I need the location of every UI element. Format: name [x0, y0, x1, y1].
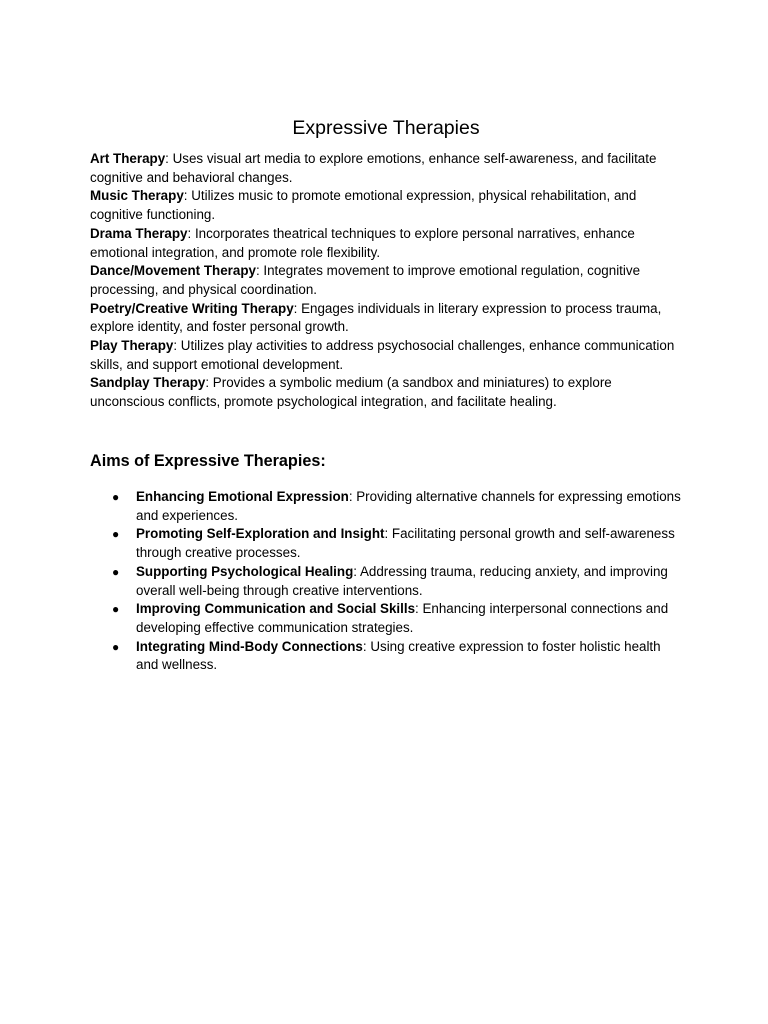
therapy-term: Play Therapy: [90, 338, 174, 354]
therapy-description: : Utilizes music to promote emotional expression, physical rehabilitation, and cognitive functioning.: [90, 188, 637, 223]
aim-term: Enhancing Emotional Expression: [136, 489, 349, 504]
therapy-item: [90, 187, 682, 224]
therapy-description: : Provides a symbolic medium (a sandbox and miniatures) to explore unconscious conflicts, promote psychological integration, and facilitate healing.: [90, 375, 612, 410]
aim-term: Promoting Self-Exploration and Insight: [136, 526, 385, 542]
therapy-item: [90, 262, 682, 299]
therapy-item: [90, 225, 682, 262]
therapy-term: Art Therapy: [90, 151, 166, 166]
therapy-term: Drama Therapy: [90, 225, 188, 241]
aim-item: [90, 563, 682, 600]
aim-description: : Addressing trauma, reducing anxiety, and improving overall well-being through creative interventions.: [136, 563, 668, 598]
therapy-term: Music Therapy: [90, 188, 184, 204]
therapy-term: Dance/Movement Therapy: [90, 263, 256, 279]
bullet-icon: ●: [112, 602, 120, 617]
therapy-description: : Uses visual art media to explore emotions, enhance self-awareness, and facilitate cognitive and behavioral changes.: [90, 151, 657, 185]
aim-description: : Using creative expression to foster holistic health and wellness.: [136, 638, 661, 673]
therapy-description: : Integrates movement to improve emotional regulation, cognitive processing, and physical coordination.: [90, 263, 641, 297]
therapy-item: [90, 374, 682, 411]
aim-item: [90, 638, 682, 675]
bullet-icon: ●: [112, 564, 120, 579]
aim-term: Supporting Psychological Healing: [136, 563, 354, 579]
aim-item: [90, 488, 682, 525]
therapy-description: : Engages individuals in literary expression to process trauma, explore identity, and foster personal growth.: [90, 300, 662, 335]
aims-list: [90, 488, 682, 675]
therapy-item: [90, 150, 682, 187]
aim-description: : Facilitating personal growth and self-awareness through creative processes.: [136, 526, 675, 561]
document-title: Expressive Therapies: [292, 117, 480, 139]
aim-item: [90, 525, 682, 562]
therapy-description: : Incorporates theatrical techniques to explore personal narratives, enhance emotional integration, and promote role flexibility.: [90, 225, 635, 260]
aim-item: [90, 600, 682, 637]
bullet-icon: ●: [112, 639, 120, 654]
therapy-item: [90, 337, 682, 374]
aim-description: : Enhancing interpersonal connections and developing effective communication strategies.: [136, 601, 669, 635]
therapy-term: Sandplay Therapy: [90, 375, 206, 391]
therapy-description: : Utilizes play activities to address psychosocial challenges, enhance communication skills, and support emotional development.: [90, 338, 675, 372]
aim-description: : Providing alternative channels for expressing emotions and experiences.: [136, 489, 681, 523]
aims-heading: Aims of Expressive Therapies:: [90, 452, 326, 470]
therapy-term: Poetry/Creative Writing Therapy: [90, 300, 294, 316]
bullet-icon: ●: [112, 527, 120, 542]
aim-term: Integrating Mind-Body Connections: [136, 638, 363, 654]
therapy-list: [90, 150, 682, 412]
bullet-icon: ●: [112, 490, 120, 504]
therapy-item: [90, 300, 682, 337]
aim-term: Improving Communication and Social Skills: [136, 601, 416, 617]
